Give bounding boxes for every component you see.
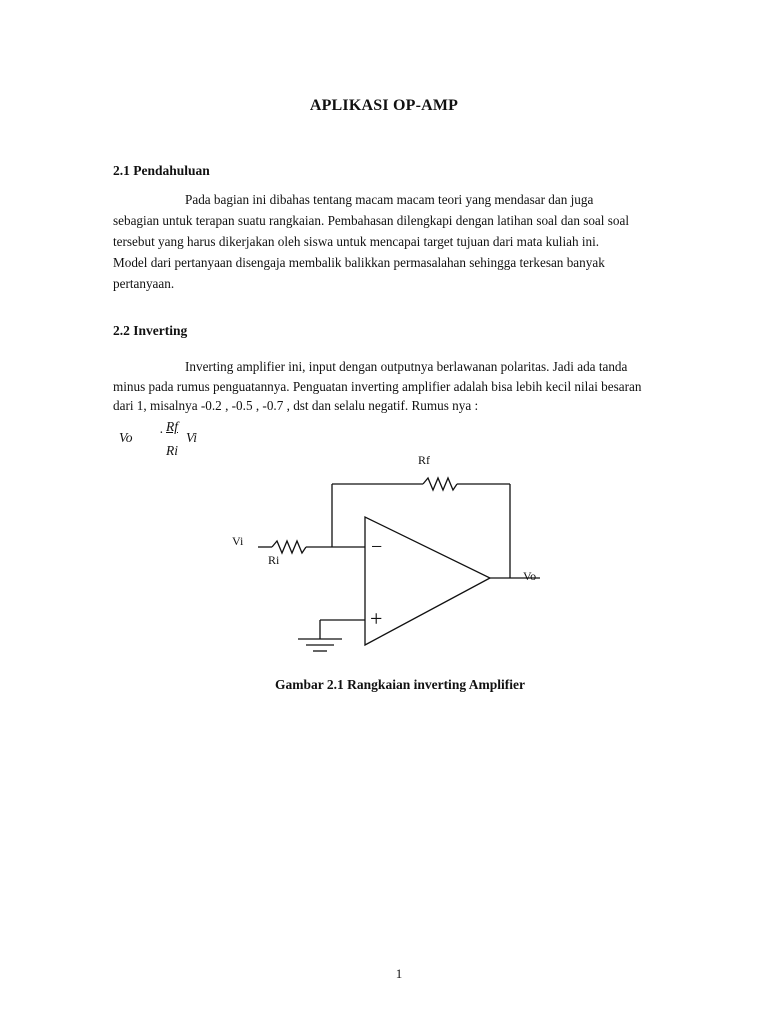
paragraph-line: minus pada rumus penguatannya. Penguatan inverting amplifier adalah bisa lebih kecil nilai besaran — [113, 378, 642, 394]
section-heading-pendahuluan: 2.1 Pendahuluan — [113, 163, 210, 178]
paragraph-line: Model dari pertanyaan disengaja membalik balikkan permasalahan sehingga terkesan banyak — [113, 255, 605, 270]
inverting-amplifier-circuit — [220, 440, 560, 670]
ri-label: Ri — [268, 553, 280, 567]
paragraph-line: tersebut yang harus dikerjakan oleh siswa untuk mencapai target tujuan dari mata kuliah ini. — [113, 234, 600, 249]
formula-vi: Vi — [186, 430, 197, 445]
paragraph-pendahuluan — [113, 189, 674, 294]
formula-sign: . — [160, 421, 164, 436]
formula-denominator: Ri — [166, 443, 178, 458]
ri-resistor — [272, 541, 306, 553]
page-number: 1 — [395, 966, 403, 981]
formula-numerator: Rf — [166, 419, 178, 434]
page-title: APLIKASI OP-AMP — [309, 97, 459, 114]
vi-label: Vi — [232, 534, 244, 548]
vo-label: Vo — [523, 569, 537, 583]
figure-caption: Gambar 2.1 Rangkaian inverting Amplifier — [275, 677, 525, 692]
paragraph-line: Inverting amplifier ini, input dengan outputnya berlawanan polaritas. Jadi ada tanda — [185, 359, 628, 374]
paragraph-line: pertanyaan. — [113, 276, 175, 291]
formula-vo: Vo — [119, 430, 133, 445]
minus-symbol: − — [371, 536, 383, 558]
rf-resistor — [423, 478, 457, 490]
rf-label: Rf — [418, 453, 430, 467]
paragraph-line: dari 1, misalnya -0.2 , -0.5 , -0.7 , dst dan selalu negatif. Rumus nya : — [113, 398, 479, 413]
plus-symbol: + — [370, 606, 383, 631]
paragraph-inverting — [113, 357, 674, 416]
section-heading-inverting: 2.2 Inverting — [113, 323, 188, 338]
paragraph-line: sebagian untuk terapan suatu rangkaian. Pembahasan dilengkapi dengan latihan soal dan soal soal — [113, 213, 629, 228]
opamp-triangle — [365, 517, 490, 645]
paragraph-line: Pada bagian ini dibahas tentang macam macam teori yang mendasar dan juga — [185, 192, 594, 207]
